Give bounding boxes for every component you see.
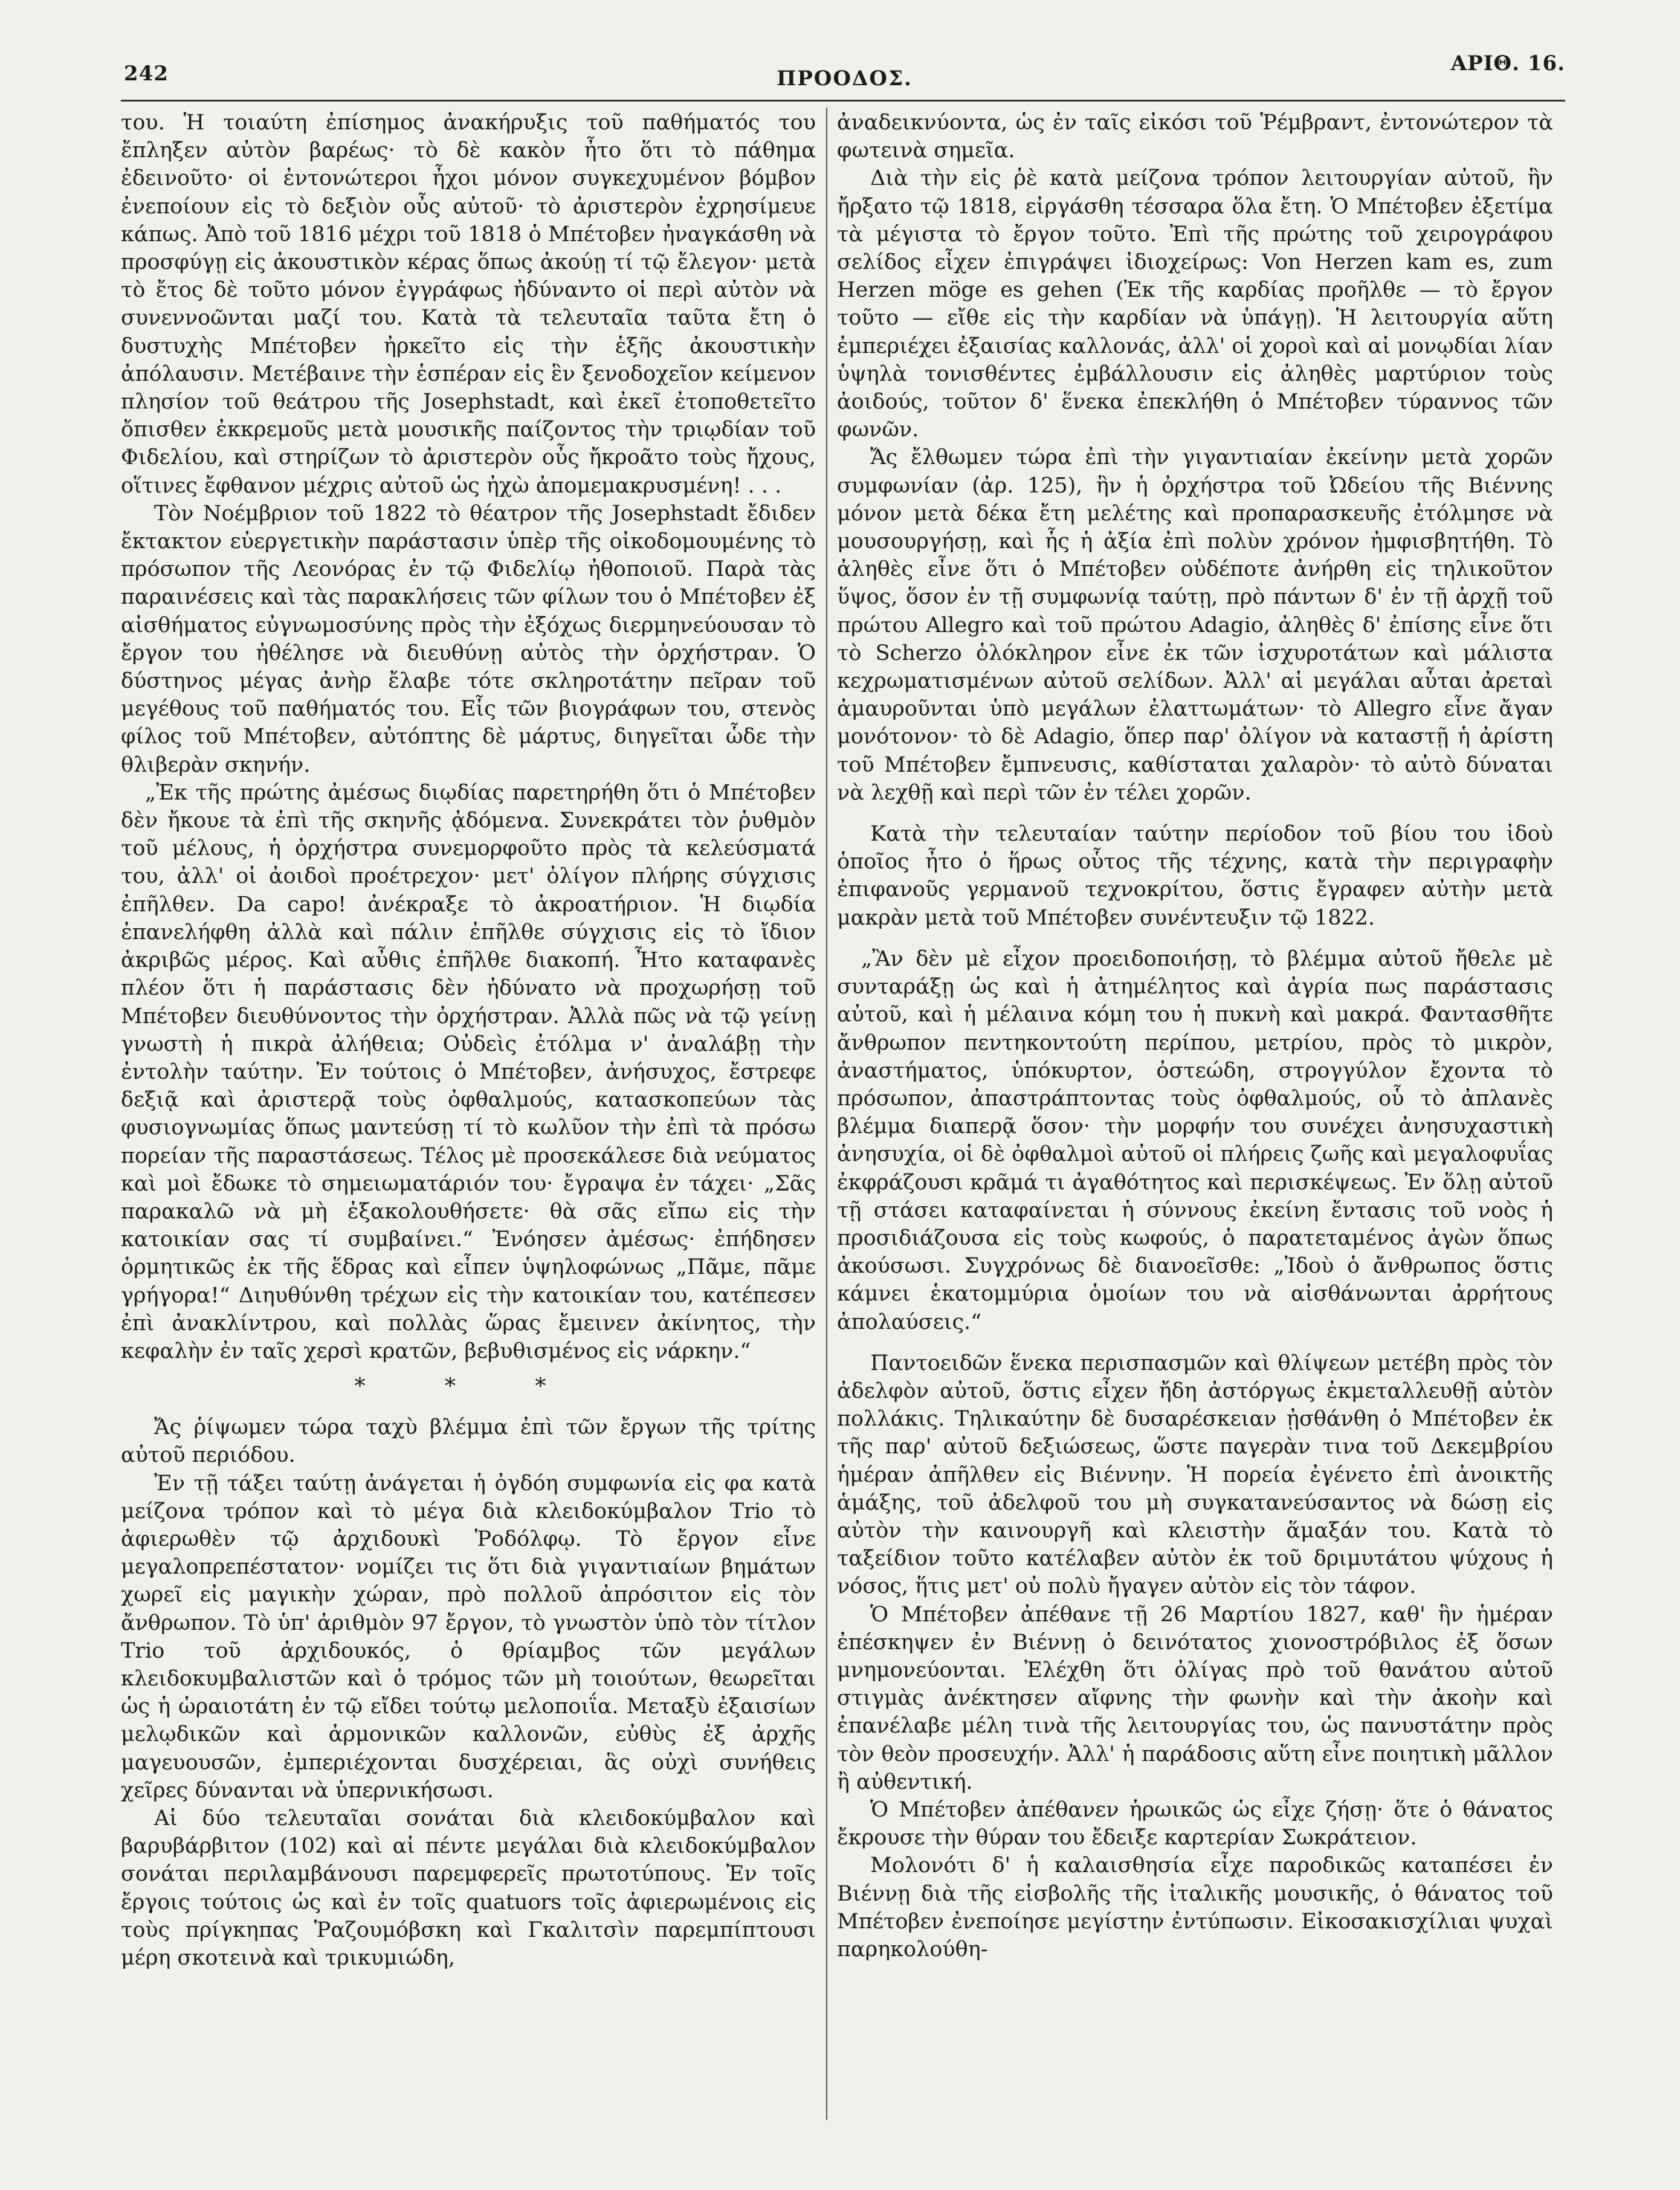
paragraph: Αἱ δύο τελευταῖαι σονάται διὰ κλειδοκύμβαλον καὶ βαρυβάρβιτον (102) καὶ αἱ πέντε μεγάλαι διὰ κλειδοκύμβαλον σονάται περιλαμβάνουσι παρεμφερεῖς πρωτοτύπους. Ἐν τοῖς ἔργοις τούτοις ὡς καὶ ἐν τοῖς quatuors τοῖς ἀφιερωμένοις εἰς τοὺς πρίγκηπας Ῥαζουμόβσκη καὶ Γκαλιτσὶν παρεμπίπτουσι μέρη σκοτεινὰ καὶ τρικυμιώδη, [121, 1806, 816, 1970]
paragraph: Ὁ Μπέτοβεν ἀπέθανεν ἡρωικῶς ὡς εἶχε ζήσῃ· ὅτε ὁ θάνατος ἔκρουσε τὴν θύραν του ἔδειξε καρτερίαν Σωκράτειον. [837, 1797, 1553, 1850]
paragraph: Ἐν τῇ τάξει ταύτῃ ἀνάγεται ἡ ὀγδόη συμφωνία εἰς φα κατὰ μείζονα τρόπον καὶ τὸ μέγα διὰ κλειδοκύμβαλον Trio τὸ ἀφιερωθὲν τῷ ἀρχιδουκὶ Ῥοδόλφῳ. Τὸ ἔργον εἶνε μεγαλοπρεπέστατον· νομίζει τις ὅτι διὰ γιγαντιαίων βημάτων χωρεῖ εἰς μαγικὴν χώραν, πρὸ πολλοῦ ἀπρόσιτον εἰς τὸν ἄνθρωπον. Τὸ ὑπ' ἀριθμὸν 97 ἔργον, τὸ γνωστὸν ὑπὸ τὸν τίτλον Trio τοῦ ἀρχιδουκός, ὁ θρίαμβος τῶν μεγάλων κλειδοκυμβαλιστῶν καὶ ὁ τρόμος τῶν μὴ τοιούτων, θεωρεῖται ὡς ἡ ὡραιοτάτη ἐν τῷ εἴδει τούτῳ μελοποιΐα. Μεταξὺ ἐξαισίων μελῳδικῶν καὶ ἁρμονικῶν καλλονῶν, εὐθὺς ἐξ ἀρχῆς μαγευουσῶν, ἐμπεριέχονται δυσχέρειαι, ἃς οὐχὶ συνήθεις χεῖρες δύνανται νὰ ὑπερνικήσωσι. [121, 1471, 816, 1803]
paragraph: Διὰ τὴν εἰς ῥὲ κατὰ μείζονα τρόπον λειτουργίαν αὐτοῦ, ἣν ἤρξατο τῷ 1818, εἰργάσθη τέσσαρα ὅλα ἔτη. Ὁ Μπέτοβεν ἐξετίμα τὰ μέγιστα τὸ ἔργον τοῦτο. Ἐπὶ τῆς πρώτης τοῦ χειρογράφου σελίδος εἶχεν ἐπιγράψει ἰδιοχείρως: Von Herzen kam es, zum Herzen möge es gehen (Ἐκ τῆς καρδίας προῆλθε — τὸ ἔργον τοῦτο — εἴθε εἰς τὴν καρδίαν νὰ ὑπάγῃ). Ἡ λειτουργία αὕτη ἐμπεριέχει ἐξαισίας καλλονάς, ἀλλ' οἱ χοροὶ καὶ αἱ μονῳδίαι λίαν ὑψηλὰ τονισθέντες ἐμβάλλουσιν εἰς ἀληθὲς μαρτύριον τοὺς ἀοιδούς, τοῦτον δ' ἕνεκα ἐπεκλήθη ὁ Μπέτοβεν τύραννος τῶν φωνῶν. [837, 166, 1553, 442]
right-column [837, 109, 1553, 2115]
quotation-paragraph: „Ἂν δὲν μὲ εἶχον προειδοποιήσῃ, τὸ βλέμμα αὐτοῦ ἤθελε μὲ συνταράξῃ ὡς καὶ ἡ ἀτημέλητος καὶ ἀγρία πως παράστασις αὐτοῦ, καὶ ἡ μέλαινα κόμη του ἡ πυκνὴ καὶ μακρά. Φαντασθῆτε ἄνθρωπον πεντηκοντούτη περίπου, μετρίου, πρὸς τὸ μικρὸν, ἀναστήματος, ὑπόκυρτον, ὀστεώδη, στρογγύλον ἔχοντα τὸ πρόσωπον, ἀπαστράπτοντας τοὺς ὀφθαλμούς, οὗ τὸ ἀπλανὲς βλέμμα διαπερᾷ ὅσον· τὴν μορφήν του συνέχει ἀνησυχαστικὴ ἀνησυχία, οἱ δὲ ὀφθαλμοὶ αὐτοῦ οἱ πλήρεις ζωῆς καὶ μεγαλοφυΐας ἐκφράζουσι κρᾶμά τι ἀγαθότητος καὶ περισκέψεως. Ἐν ὅλῃ αὐτοῦ τῇ στάσει καταφαίνεται ἡ σύννους ἐκείνη ἔντασις τοῦ νοὸς ἡ προσιδιάζουσα εἰς τοὺς κωφούς, ὁ παρατεταμένος ἀγὼν ὅπως ἀκούσωσι. Συγχρόνως δὲ διανοεῖσθε: „Ἰδοὺ ὁ ἄνθρωπος ὅστις κάμνει ἑκατομμύρια ὁμοίων του νὰ αἰσθάνωνται ἀρρήτους ἀπολαύσεις.“ [837, 946, 1553, 1334]
periodical-title: ΠΡΟΟΔΟΣ. [777, 66, 913, 91]
paragraph: Ὁ Μπέτοβεν ἀπέθανε τῇ 26 Μαρτίου 1827, καθ' ἣν ἡμέραν ἐπέσκηψεν ἐν Βιέννῃ ὁ δεινότατος χιονοστρόβιλος ἐξ ὅσων μνημονεύονται. Ἐλέχθη ὅτι ὀλίγας πρὸ τοῦ θανάτου αὐτοῦ στιγμὰς ἀνέκτησεν αἴφνης τὴν φωνὴν καὶ τὴν ἀκοὴν καὶ ἐπανέλαβε μέλη τινὰ τῆς λειτουργίας του, ὡς πανυστάτην πρὸς τὸν θεὸν προσευχήν. Ἀλλ' ἡ παράδοσις αὕτη εἶνε ποιητικὴ μᾶλλον ἢ αὐθεντική. [837, 1602, 1553, 1794]
paragraph: Ἄς ἔλθωμεν τώρα ἐπὶ τὴν γιγαντιαίαν ἐκείνην μετὰ χορῶν συμφωνίαν (ἀρ. 125), ἣν ἡ ὀρχήστρα τοῦ Ὠδείου τῆς Βιέννης μόνον μετὰ δέκα ἔτη μελέτης καὶ προπαρασκευῆς ἐτόλμησε νὰ μουσουργήσῃ, καὶ ἧς ἡ ἀξία ἐπὶ πολὺν χρόνον ἠμφισβητήθη. Τὸ ἀληθὲς εἶνε ὅτι ὁ Μπέτοβεν οὐδέποτε ἀνήρθη εἰς τηλικοῦτον ὕψος, ὅσον ἐν τῇ συμφωνίᾳ ταύτῃ, πρὸ πάντων δ' ἐν τῇ ἀρχῇ τοῦ πρώτου Allegro καὶ τοῦ πρώτου Adagio, ἀληθὲς δ' ἐπίσης εἶνε ὅτι τὸ Scherzo ὁλόκληρον εἶνε ἐκ τῶν ἰσχυροτάτων καὶ μάλιστα κεχρωματισμένων αὐτοῦ σελίδων. Ἀλλ' αἱ μεγάλαι αὗται ἀρεταὶ ἀμαυροῦνται ὑπὸ μεγάλων ἐλαττωμάτων· τὸ Allegro εἶνε ἄγαν μονότονον· τὸ δὲ Adagio, ὅπερ παρ' ὀλίγον νὰ καταστῇ ἡ ἀρίστη τοῦ Μπέτοβεν ἔμπνευσις, καθίσταται χαλαρὸν· τὸ αὐτὸ δύναται νὰ λεχθῇ καὶ περὶ τῶν ἐν τέλει χορῶν. [837, 445, 1553, 805]
paragraph: Παντοειδῶν ἕνεκα περισπασμῶν καὶ θλίψεων μετέβη πρὸς τὸν ἀδελφὸν αὐτοῦ, ὅστις εἶχεν ἤδη ἀστόργως ἐκμεταλλευθῇ αὐτὸν πολλάκις. Τηλικαύτην δὲ δυσαρέσκειαν ᾐσθάνθη ὁ Μπέτοβεν ἐκ τῆς παρ' αὐτοῦ δεξιώσεως, ὥστε παγερὰν τινα τοῦ Δεκεμβρίου ἡμέραν ἀπῆλθεν εἰς Βιέννην. Ἡ πορεία ἐγένετο ἐπὶ ἀνοικτῆς ἁμάξης, τοῦ ἀδελφοῦ του μὴ συγκατανεύσαντος νὰ δώσῃ εἰς αὐτὸν τὴν καινουργῆ καὶ κλειστὴν ἅμαξάν του. Κατὰ τὸ ταξείδιον τοῦτο κατέλαβεν αὐτὸν ἐκ τοῦ δριμυτάτου ψύχους ἡ νόσος, ἥτις μετ' οὐ πολὺ ἤγαγεν αὐτὸν εἰς τὸν τάφον. [837, 1351, 1553, 1599]
paragraph: ἀναδεικνύοντα, ὡς ἐν ταῖς εἰκόσι τοῦ Ῥέμβραντ, ἐντονώτερον τὰ φωτεινὰ σημεῖα. [837, 111, 1553, 163]
issue-number: ΑΡΙΘ. 16. [1450, 51, 1565, 76]
left-column [121, 109, 816, 2115]
page-header [124, 24, 1565, 91]
paragraph: Κατὰ τὴν τελευταίαν ταύτην περίοδον τοῦ βίου του ἰδοὺ ὁποῖος ἦτο ὁ ἥρως οὗτος τῆς τέχνης, κατὰ τὴν περιγραφὴν ἐπιφανοῦς γερμανοῦ τεχνοκρίτου, ὅστις ἔγραφεν αὐτὴν μετὰ μακρὰν μετὰ τοῦ Μπέτοβεν συνέντευξιν τῷ 1822. [837, 822, 1553, 930]
column-divider [826, 108, 827, 2120]
paragraph: Τὸν Νοέμβριον τοῦ 1822 τὸ θέατρον τῆς Josephstadt ἔδιδεν ἔκτακτον εὐεργετικὴν παράστασιν ὑπὲρ τῆς οἰκοδομουμένης τὸ πρόσωπον τῆς Λεονόρας ἐν τῷ Φιδελίῳ ἠθοποιοῦ. Παρὰ τὰς παραινέσεις καὶ τὰς παρακλήσεις τῶν φίλων του ὁ Μπέτοβεν ἐξ αἰσθήματος εὐγνωμοσύνης πρὸς τὴν ἐξόχως διερμηνεύουσαν τὸ ἔργον του ἠθέλησε νὰ διευθύνῃ αὐτὸς τὴν ὀρχήστραν. Ὁ δύστηνος μέγας ἀνὴρ ἔλαβε τότε σκληροτάτην πεῖραν τοῦ μεγέθους τοῦ παθήματός του. Εἷς τῶν βιογράφων του, στενὸς φίλος τοῦ Μπέτοβεν, αὐτόπτης δὲ μάρτυς, διηγεῖται ὧδε τὴν θλιβερὰν σκηνήν. [121, 501, 816, 777]
section-separator-stars: * * * [354, 1374, 583, 1400]
paragraph: Ἄς ῥίψωμεν τώρα ταχὺ βλέμμα ἐπὶ τῶν ἔργων τῆς τρίτης αὐτοῦ περιόδου. [121, 1415, 816, 1468]
page-number: 242 [124, 62, 169, 86]
paragraph: Μολονότι δ' ἡ καλαισθησία εἶχε παροδικῶς καταπέσει ἐν Βιέννῃ διὰ τῆς εἰσβολῆς τῆς ἰταλικῆς μουσικῆς, ὁ θάνατος τοῦ Μπέτοβεν ἐνεποίησε μεγίστην ἐντύπωσιν. Εἰκοσακισχίλιαι ψυχαὶ παρηκολούθη- [837, 1853, 1553, 1962]
header-rule [121, 100, 1565, 102]
paragraph: του. Ἡ τοιαύτη ἐπίσημος ἀνακήρυξις τοῦ παθήματός του ἔπληξεν αὐτὸν βαρέως· τὸ δὲ κακὸν ἦτο ὅτι τὸ πάθημα ἐδεινοῦτο· οἱ ἐντονώτεροι ἦχοι μόνον συγκεχυμένον βόμβον ἐνεποίουν εἰς τὸ δεξιὸν οὖς αὐτοῦ· τὸ ἀριστερὸν ἐχρησίμευε κάπως. Ἀπὸ τοῦ 1816 μέχρι τοῦ 1818 ὁ Μπέτοβεν ἠναγκάσθη νὰ προσφύγῃ εἰς ἀκουστικὸν κέρας ὅπως ἀκούῃ τί τῷ ἔλεγον· μετὰ τὸ ἔτος δὲ τοῦτο μόνον ἐγγράφως ἠδύναντο οἱ περὶ αὐτὸν νὰ συνεννοῶνται μαζί του. Κατὰ τὰ τελευταῖα ταῦτα ἔτη ὁ δυστυχὴς Μπέτοβεν ἠρκεῖτο εἰς τὴν ἑξῆς ἀκουστικὴν ἀπόλαυσιν. Μετέβαινε τὴν ἑσπέραν εἰς ἓν ξενοδοχεῖον κείμενον πλησίον τοῦ θεάτρου τῆς Josephstadt, καὶ ἐκεῖ ἐτοποθετεῖτο ὄπισθεν ἐκκρεμοῦς μετὰ μουσικῆς παίζοντος τὴν τριῳδίαν τοῦ Φιδελίου, καὶ στηρίζων τὸ ἀριστερὸν οὖς ἤκροᾶτο τοὺς ἤχους, οἵτινες ἔφθανον μέχρις αὐτοῦ ὡς ἠχὼ ἀπομεμακρυσμένη! . . . [121, 111, 816, 498]
quotation-paragraph: „Ἐκ τῆς πρώτης ἀμέσως διῳδίας παρετηρήθη ὅτι ὁ Μπέτοβεν δὲν ἤκουε τὰ ἐπὶ τῆς σκηνῆς ᾀδόμενα. Συνεκράτει τὸν ῥυθμὸν τοῦ μέλους, ἡ ὀρχήστρα συνεμορφοῦτο πρὸς τὰ κελεύσματά του, ἀλλ' οἱ ἀοιδοὶ προέτρεχον· μετ' ὀλίγον πλήρης σύγχισις ἐπῆλθεν. Da capo! ἀνέκραξε τὸ ἀκροατήριον. Ἡ διῳδία ἐπανελήφθη ἀλλὰ καὶ πάλιν ἐπῆλθε σύγχισις εἰς τὸ ἴδιον ἀκριβῶς μέρος. Καὶ αὖθις ἐπῆλθε διακοπή. Ἦτο καταφανὲς πλέον ὅτι ἡ παράστασις δὲν ἠδύνατο νὰ προχωρήσῃ τοῦ Μπέτοβεν διευθύνοντος τὴν ὀρχήστραν. Ἀλλὰ πῶς νὰ τῷ γείνῃ γνωστὴ ἡ πικρὰ ἀλήθεια; Οὐδεὶς ἐτόλμα ν' ἀναλάβῃ τὴν ἐντολὴν ταύτην. Ἐν τούτοις ὁ Μπέτοβεν, ἀνήσυχος, ἔστρεφε δεξιᾷ καὶ ἀριστερᾷ τοὺς ὀφθαλμούς, κατασκοπεύων τὰς φυσιογνωμίας ὅπως μαντεύσῃ τί τὸ κωλῦον τὴν ἐπὶ τὰ πρόσω πορείαν τῆς παραστάσεως. Τέλος μὲ προσεκάλεσε διὰ νεύματος καὶ μοὶ ἔδωκε τὸ σημειωματάριόν του· ἔγραψα ἐν τάχει· „Σᾶς παρακαλῶ νὰ μὴ ἐξακολουθήσετε· θὰ σᾶς εἴπω εἰς τὴν κατοικίαν σας τί συμβαίνει.“ Ἐνόησεν ἀμέσως· ἐπήδησεν ὁρμητικῶς ἐκ τῆς ἕδρας καὶ εἶπεν ὑψηλοφώνως „Πᾶμε, πᾶμε γρήγορα!“ Διηυθύνθη τρέχων εἰς τὴν κατοικίαν του, κατέπεσεν ἐπὶ ἀνακλίντρου, καὶ πολλὰς ὥρας ἔμεινεν ἀκίνητος, τὴν κεφαλὴν ἐν ταῖς χερσὶ κρατῶν, βεβυθισμένος εἰς νάρκην.“ [121, 780, 816, 1363]
